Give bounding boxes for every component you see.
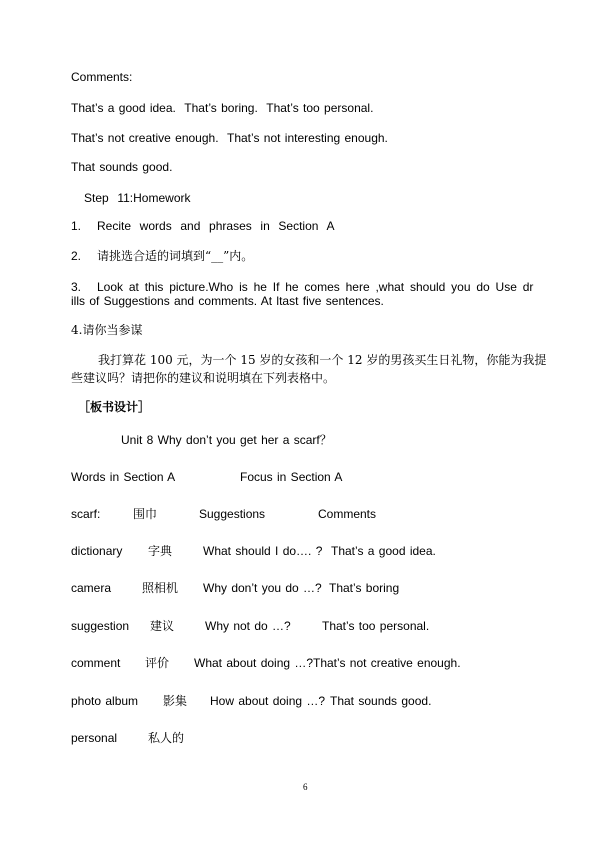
suggestion-phrase: What about doing …?	[194, 656, 314, 670]
vocab-word: camera	[71, 581, 112, 595]
suggestion-phrase: How about doing …?	[210, 694, 326, 708]
column-header-words: Words in Section A	[71, 470, 176, 484]
comment-line: That’s a good idea. That’s boring. That’s too personal.	[71, 101, 374, 115]
page-number: 6	[303, 782, 308, 792]
homework-item-number: 2.	[71, 249, 82, 263]
vocab-meaning: 建议	[150, 619, 175, 633]
comment-phrase: That’s a good idea.	[331, 544, 436, 558]
comment-phrase: That sounds good.	[330, 694, 432, 708]
vocab-meaning: 字典	[148, 544, 173, 558]
board-design-heading: ［板书设计］	[78, 400, 151, 414]
comment-phrase: That’s too personal.	[322, 619, 430, 633]
vocab-meaning: 影集	[163, 694, 188, 708]
homework-item-text: 4.请你当参谋	[71, 323, 143, 337]
comments-heading: Comments:	[71, 70, 133, 84]
vocab-meaning: 围巾	[133, 507, 158, 521]
suggestion-phrase: What should I do…. ?	[203, 544, 323, 558]
suggestion-phrase: Why not do …?	[205, 619, 291, 633]
comment-phrase: That’s boring	[329, 581, 400, 595]
homework-item-text: Recite words and phrases in Section A	[97, 219, 335, 233]
homework-item-text: Look at this picture.Who is he If he comes here ,what should you do Use dr	[97, 280, 534, 294]
vocab-word: suggestion	[71, 619, 130, 633]
task-paragraph-line: 些建议吗？请把你的建议和说明填在下列表格中。	[71, 371, 336, 385]
vocab-meaning: 私人的	[148, 731, 185, 745]
task-paragraph-line: 我打算花 100 元，为一个 15 岁的女孩和一个 12 岁的男孩买生日礼物，你能为我提	[98, 353, 547, 367]
suggestion-phrase: Suggestions	[199, 507, 266, 521]
suggestion-phrase: Why don’t you do …?	[203, 581, 322, 595]
vocab-word: dictionary	[71, 544, 123, 558]
homework-item-text: 请挑选合适的词填到“__”内。	[97, 249, 254, 263]
board-unit-title: Unit 8 Why don’t you get her a scarf？	[121, 433, 332, 447]
comment-line: That’s not creative enough. That’s not interesting enough.	[71, 131, 388, 145]
comment-phrase: Comments	[318, 507, 377, 521]
vocab-meaning: 照相机	[142, 581, 179, 595]
vocab-meaning: 评价	[145, 656, 170, 670]
vocab-word: photo album	[71, 694, 139, 708]
homework-item-number: 3.	[71, 280, 82, 294]
vocab-word: scarf:	[71, 507, 101, 521]
homework-step-heading: Step 11:Homework	[84, 191, 191, 205]
comment-line: That sounds good.	[71, 160, 173, 174]
vocab-word: personal	[71, 731, 118, 745]
homework-item-number: 1.	[71, 219, 82, 233]
column-header-focus: Focus in Section A	[240, 470, 343, 484]
comment-phrase: That’s not creative enough.	[313, 656, 461, 670]
vocab-word: comment	[71, 656, 121, 670]
homework-item-text-continued: ills of Suggestions and comments. At ltast five sentences.	[71, 294, 384, 308]
